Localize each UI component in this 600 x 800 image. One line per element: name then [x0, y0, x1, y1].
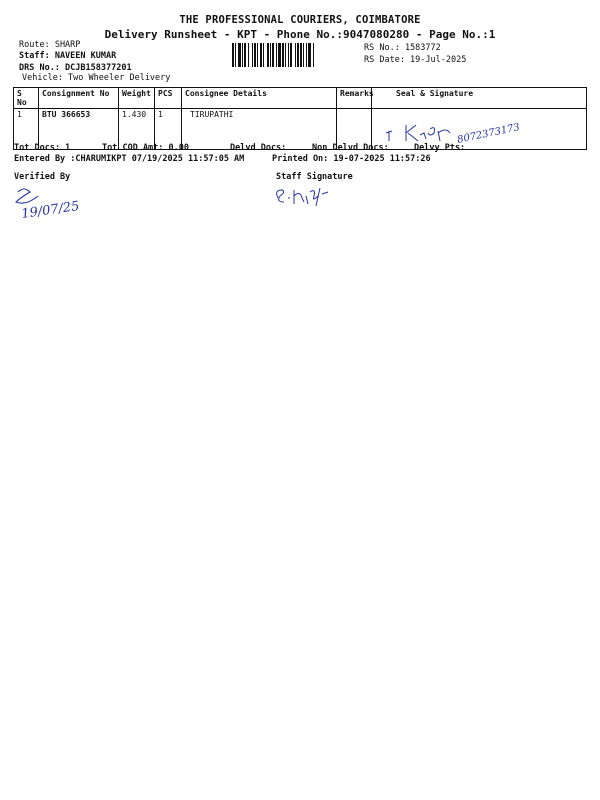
route-label: Route: SHARP	[19, 40, 81, 50]
cell-sno: 1	[14, 109, 39, 150]
runsheet-subtitle: Delivery Runsheet - KPT - Phone No.:9047080280 - Page No.:1	[104, 28, 496, 41]
table-row	[14, 109, 587, 150]
header-consignment: Consignment No	[39, 88, 119, 109]
header-consignee: Consignee Details	[182, 88, 337, 109]
svg-text:8072373173: 8072373173	[456, 121, 521, 146]
barcode-bar	[285, 43, 286, 67]
barcode-bar	[313, 43, 314, 67]
barcode-bar	[282, 43, 284, 67]
cell-pcs: 1	[155, 109, 182, 150]
barcode-bar	[248, 43, 249, 67]
barcode-bar	[242, 43, 243, 67]
delivered-docs: Delvd Docs:	[230, 143, 287, 153]
header-weight: Weight	[119, 88, 155, 109]
delivery-points: Delvy Pts:	[414, 143, 466, 153]
barcode-bar	[244, 43, 246, 67]
cell-consignment: BTU 366653	[39, 109, 119, 150]
barcode-bar	[290, 43, 292, 67]
barcode-bar	[276, 43, 277, 67]
total-docs: Tot Docs: 1	[14, 143, 71, 153]
barcode-bar	[232, 43, 234, 67]
staff-signature-handwriting	[272, 182, 352, 210]
staff-label: Staff: NAVEEN KUMAR	[19, 51, 117, 61]
company-title: THE PROFESSIONAL COURIERS, COIMBATORE	[179, 14, 421, 26]
vehicle-label: Vehicle: Two Wheeler Delivery	[22, 73, 171, 83]
printed-on: Printed On: 19-07-2025 11:57:26	[272, 154, 431, 164]
barcode-bar	[263, 43, 264, 67]
barcode-bar	[235, 43, 236, 67]
barcode-bar	[300, 43, 302, 67]
barcode-bar	[295, 43, 296, 67]
receiver-signature-handwriting	[378, 111, 578, 149]
barcode-bar	[306, 43, 307, 67]
rs-date: RS Date: 19-Jul-2025	[364, 55, 467, 65]
non-delivered-docs: Non Delvd Docs:	[312, 143, 389, 153]
barcode-image	[232, 43, 358, 67]
cell-consignee: TIRUPATHI	[182, 109, 337, 150]
runsheet-table	[13, 87, 587, 150]
barcode-bar	[308, 43, 311, 67]
barcode-bar	[272, 43, 274, 67]
verified-by-label: Verified By	[14, 172, 71, 182]
total-cod-amount: Tot COD Amt: 0.00	[102, 143, 189, 153]
barcode-bar	[297, 43, 299, 67]
header-pcs: PCS	[155, 88, 182, 109]
barcode-bar	[267, 43, 269, 67]
cell-weight: 1.430	[119, 109, 155, 150]
barcode-bar	[278, 43, 281, 67]
header-sno: S No	[14, 88, 39, 109]
header-seal: Seal & Signature	[372, 88, 587, 109]
verified-date-handwritten: 19/07/25	[20, 198, 81, 222]
cell-seal-signature	[372, 109, 587, 150]
table-header-row	[14, 88, 587, 109]
barcode-bar	[303, 43, 304, 67]
staff-signature-label: Staff Signature	[276, 172, 353, 182]
barcode-bar	[252, 43, 253, 67]
barcode-bar	[270, 43, 271, 67]
barcode-bar	[257, 43, 258, 67]
barcode-bar	[260, 43, 262, 67]
header-remarks: Remarks	[337, 88, 372, 109]
verifier-signature-handwriting	[12, 184, 102, 226]
rs-number: RS No.: 1583772	[364, 43, 441, 53]
barcode-bar	[288, 43, 289, 67]
barcode-bar	[238, 43, 241, 67]
drs-number: DRS No.: DCJB158377201	[19, 63, 132, 73]
barcode-bar	[254, 43, 256, 67]
entered-by: Entered By :CHARUMIKPT 07/19/2025 11:57:05 AM	[14, 154, 245, 164]
